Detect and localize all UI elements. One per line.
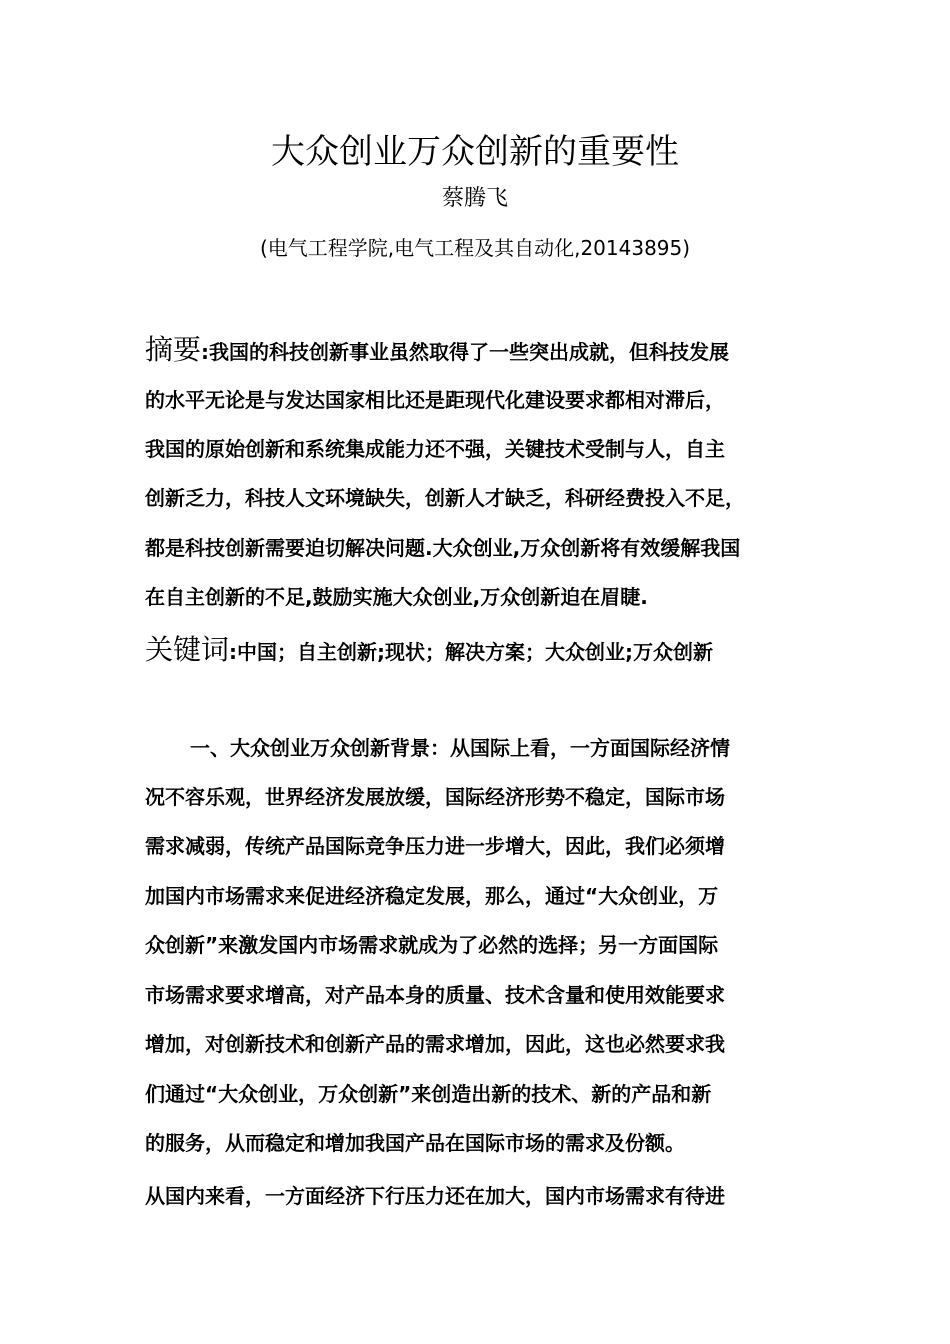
body-line: 们通过“大众创业，万众创新”来创造出新的技术、新的产品和新	[145, 1082, 712, 1106]
body-line: 的服务，从而稳定和增加我国产品在国际市场的需求及份额。	[145, 1131, 685, 1155]
body-line: 市场需求要求增高，对产品本身的质量、技术含量和使用效能要求	[145, 983, 725, 1007]
author-affiliation: (电气工程学院,电气工程及其自动化,20143895)	[259, 236, 691, 260]
abstract-line: 的水平无论是与发达国家相比还是距现代化建设要求都相对滞后，	[145, 388, 725, 412]
author-name: 蔡腾飞	[441, 186, 508, 211]
body-line: 加国内市场需求来促进经济稳定发展，那么，通过“大众创业，万	[145, 884, 719, 908]
abstract-label: 摘要	[145, 333, 202, 366]
abstract-text: :我国的科技创新事业虽然取得了一些突出成就，但科技发展	[201, 340, 730, 364]
keywords-label: 关键词	[145, 633, 230, 666]
body-line: 众创新”来激发国内市场需求就成为了必然的选择；另一方面国际	[145, 933, 719, 957]
abstract-line: 创新乏力，科技人文环境缺失，创新人才缺乏，科研经费投入不足，	[145, 486, 745, 510]
body-line: 一、大众创业万众创新背景：从国际上看，一方面国际经济情	[190, 736, 730, 760]
body-line: 况不容乐观，世界经济发展放缓，国际经济形势不稳定，国际市场	[145, 785, 725, 809]
keywords-line	[145, 630, 713, 672]
document-title: 大众创业万众创新的重要性	[271, 132, 679, 172]
abstract-line: 都是科技创新需要迫切解决问题.大众创业,万众创新将有效缓解我国	[145, 536, 741, 560]
body-line: 从国内来看，一方面经济下行压力还在加大，国内市场需求有待进	[145, 1184, 725, 1208]
abstract-line	[145, 330, 729, 372]
keywords-text: :中国；自主创新;现状；解决方案；大众创业;万众创新	[229, 640, 714, 664]
abstract-line: 我国的原始创新和系统集成能力还不强，关键技术受制与人，自主	[145, 437, 725, 461]
abstract-line: 在自主创新的不足,鼓励实施大众创业,万众创新迫在眉睫.	[145, 585, 648, 609]
body-line: 增加，对创新技术和创新产品的需求增加，因此，这也必然要求我	[145, 1032, 725, 1056]
body-line: 需求减弱，传统产品国际竞争压力进一步增大，因此，我们必须增	[145, 834, 725, 858]
